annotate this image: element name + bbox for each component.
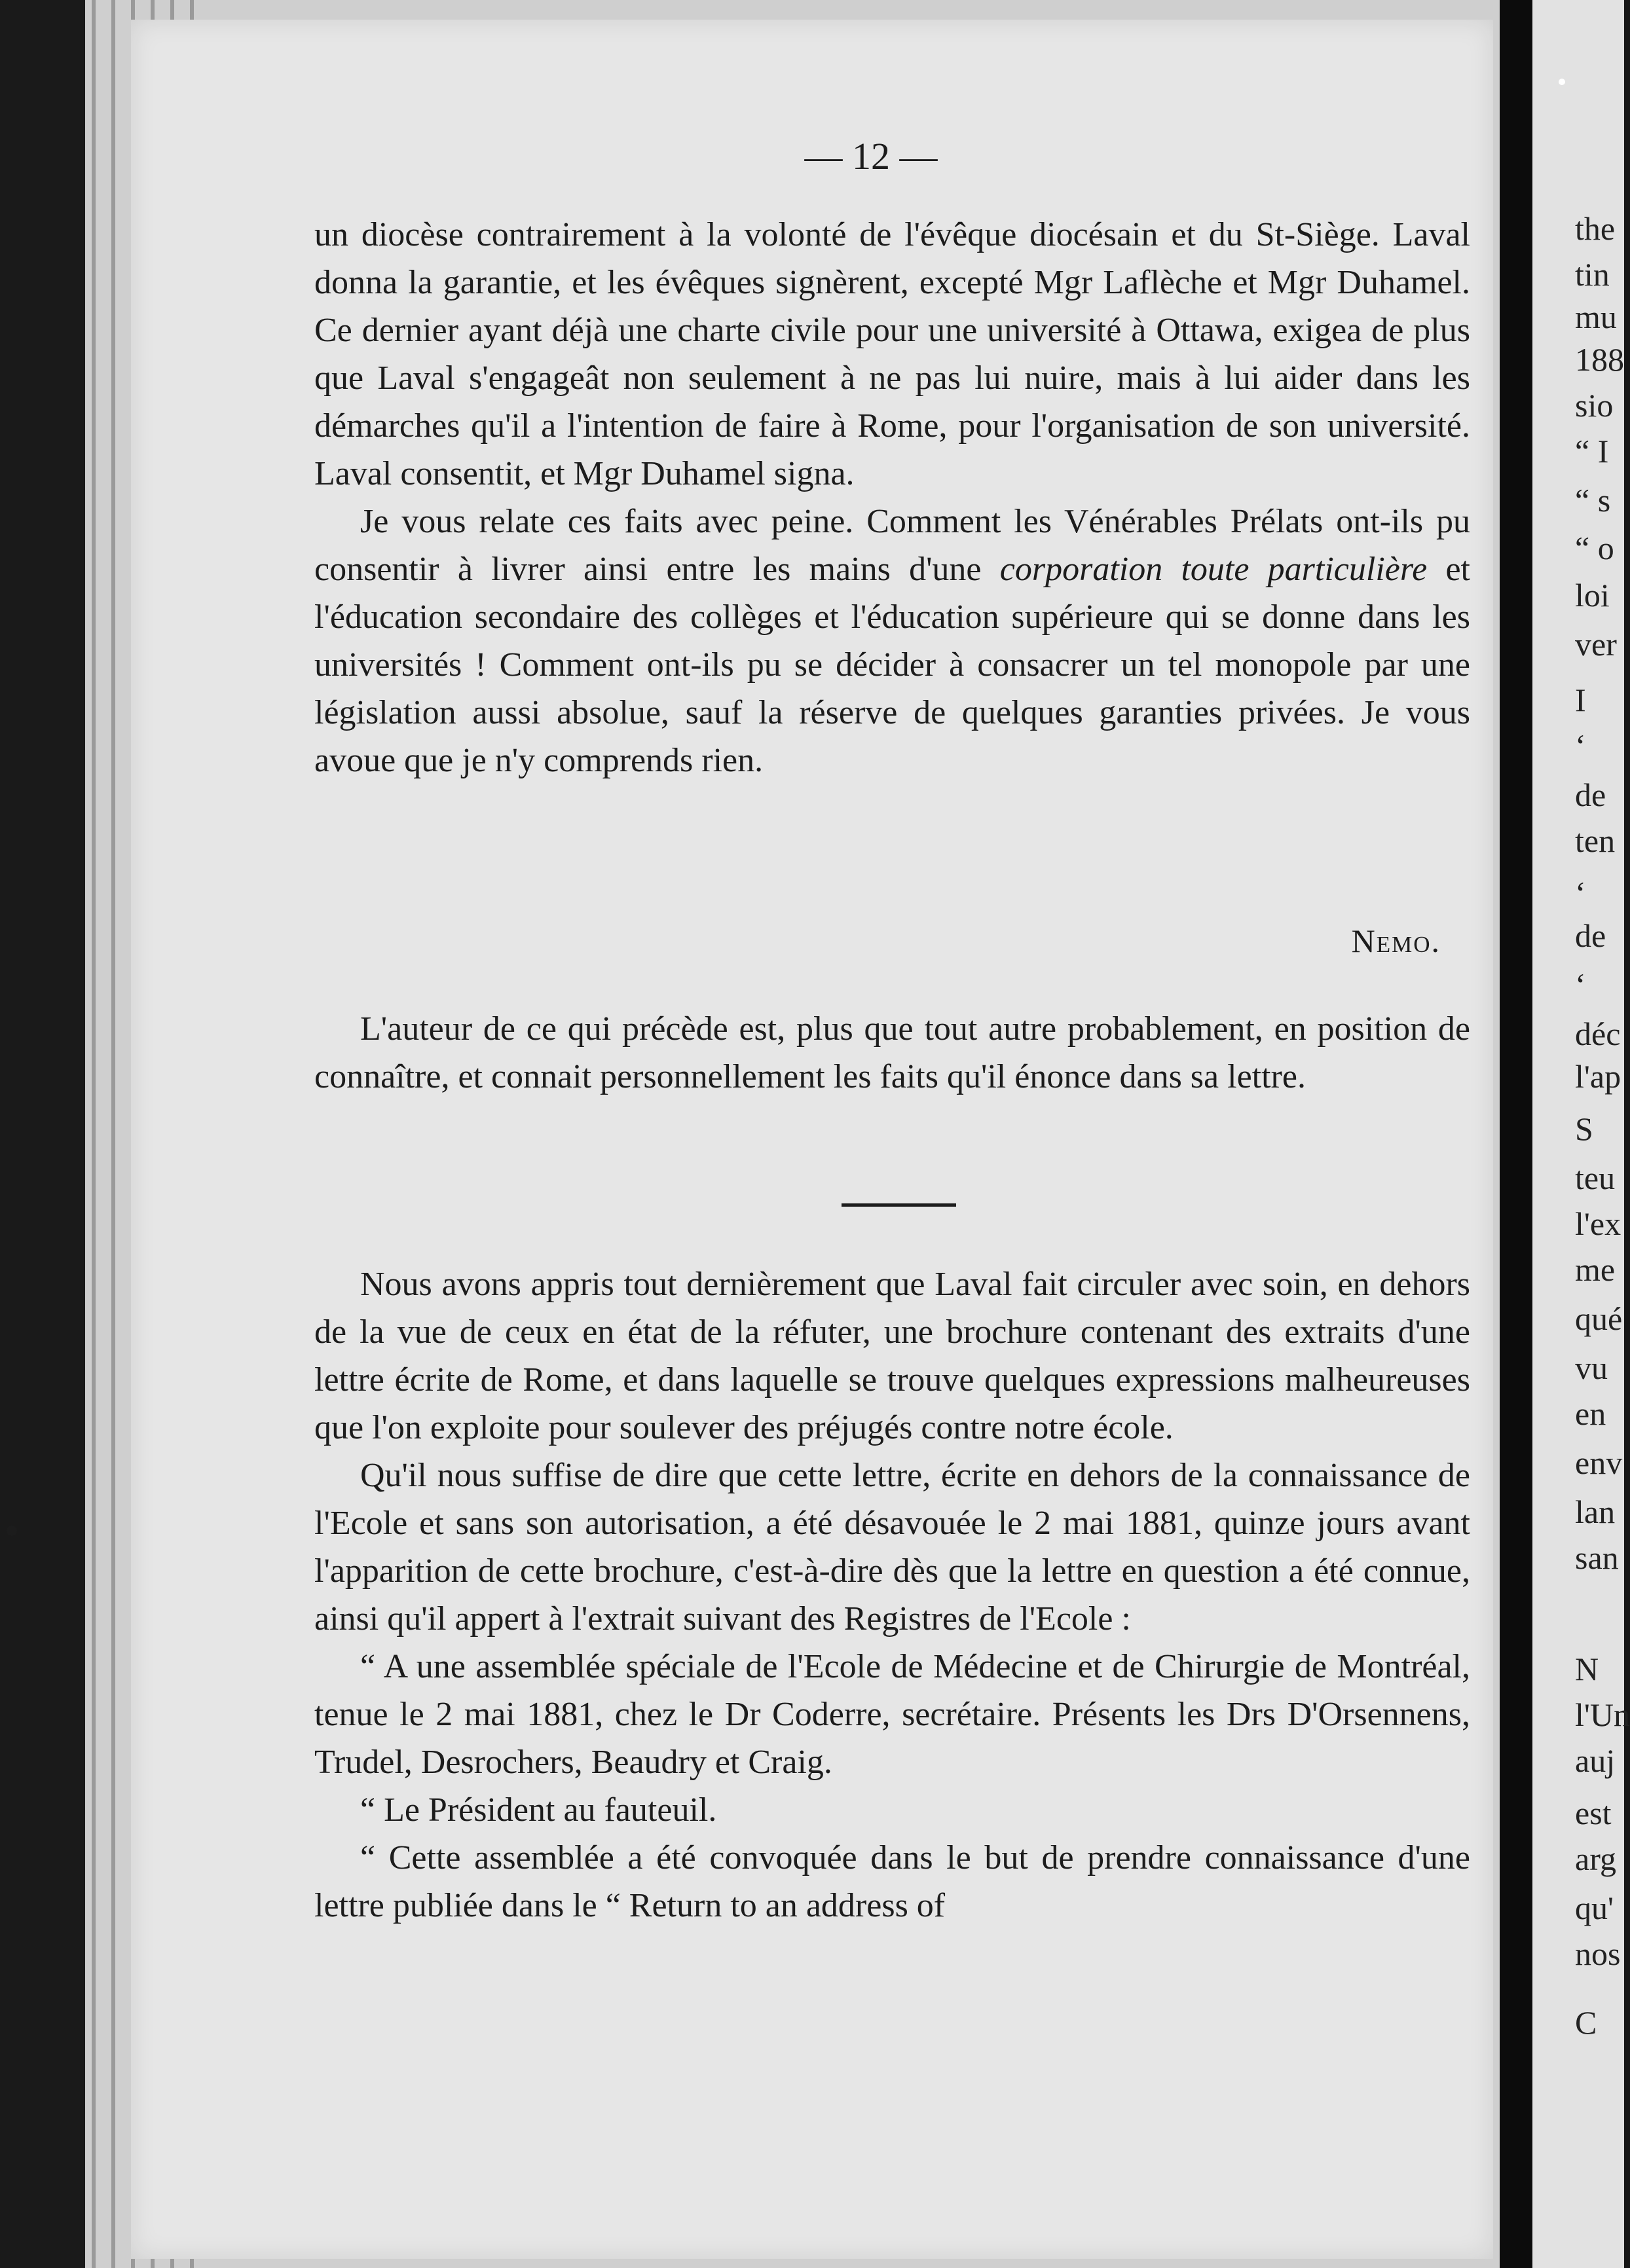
facing-page-fragment: auj — [1575, 1742, 1616, 1779]
facing-page-fragment: sio — [1575, 387, 1614, 424]
facing-page-fragment: me — [1575, 1251, 1616, 1288]
page-number: — 12 — — [804, 135, 938, 177]
italic-phrase: corporation toute particulière — [999, 551, 1428, 588]
facing-page-fragment: ‘ — [1575, 966, 1586, 1003]
facing-page-fragment: qu' — [1575, 1890, 1614, 1926]
facing-page-fragment: est — [1575, 1795, 1612, 1831]
quoted-paragraph: “ Le Président au fauteuil. — [360, 1791, 717, 1829]
facing-page-fragment: “ o — [1575, 530, 1614, 566]
facing-page-fragment: ‘ — [1575, 727, 1586, 764]
facing-page-fragment: vu — [1575, 1349, 1608, 1386]
facing-page-fragment: en — [1575, 1395, 1606, 1432]
facing-page-fragment: S — [1575, 1110, 1593, 1147]
nemo-letter — [314, 211, 1470, 784]
paragraph: L'auteur de ce qui précède est, plus que tout autre probablement, en position de connaître, et connait personnellement les faits qu'il énonce dans sa lettre. — [314, 1010, 1470, 1095]
facing-page-fragment: l'ap — [1575, 1058, 1621, 1095]
facing-page-fragment: l'Un — [1575, 1696, 1630, 1733]
facing-page-fragment: tin — [1575, 256, 1610, 293]
facing-page-fragment: nos — [1575, 1935, 1621, 1972]
signature-nemo: Nemo. — [1351, 923, 1441, 959]
facing-page-fragment: the — [1575, 210, 1616, 247]
section-divider — [842, 1203, 956, 1207]
facing-page-fragment: arg — [1575, 1840, 1616, 1877]
facing-page-fragment: loi — [1575, 577, 1610, 613]
scan-speck — [7, 1526, 17, 1536]
scan-speck — [1559, 79, 1565, 85]
paragraph: Nous avons appris tout dernièrement que Laval fait circuler avec soin, en dehors de la vue de ceux en état de la réfuter, une brochure contenant des extraits d'une lettre écrite de Rome, et dans laquelle se trouve quelques expressions malheureuses que l'on exploite pour soulever des préjugés contre notre école. — [314, 1266, 1470, 1446]
text-span: Je vous relate ces faits avec peine. Comment les Vénérables Prélats ont-ils pu consentir à livrer ainsi entre les mains d'une — [314, 503, 1470, 588]
paragraph — [314, 498, 1470, 784]
facing-page-fragment: 188 — [1575, 341, 1624, 378]
page-edge — [111, 0, 115, 2268]
facing-page-fragment: I — [1575, 682, 1586, 718]
facing-page-fragment: “ s — [1575, 482, 1611, 519]
facing-page-fragment: env — [1575, 1444, 1623, 1481]
facing-page-fragment: déc — [1575, 1015, 1621, 1052]
facing-page-fragment: l'ex — [1575, 1205, 1621, 1242]
facing-page-fragment: C — [1575, 2004, 1597, 2041]
facing-page-fragment: N — [1575, 1651, 1599, 1687]
facing-page-fragment: qué — [1575, 1300, 1623, 1337]
paragraph: Qu'il nous suffise de dire que cette lettre, écrite en dehors de la connaissance de l'Ecole et sans son autorisation, a été désavouée le 2 mai 1881, quinze jours avant l'apparition de cette brochure, c'est-à-dire dès que la lettre en question a été connue, ainsi qu'il appert à l'extrait suivant des Registres de l'Ecole : — [314, 1457, 1470, 1637]
paragraph: un diocèse contrairement à la volonté de l'évêque diocésain et du St-Siège. Laval donna la garantie, et les évêques signèrent, excepté Mgr Laflèche et Mgr Duhamel. Ce dernier ayant déjà une charte civile pour une université à Ottawa, exigea de plus que Laval s'engageât non seulement à ne pas lui nuire, mais à lui aider dans les démarches qu'il a l'intention de faire à Rome, pour l'organisation de son université. Laval consentit, et Mgr Duhamel signa. — [314, 216, 1470, 492]
editor-note — [314, 1005, 1470, 1101]
text-span: et l'éducation secondaire des collèges et l'éducation supérieure qui se donne dans les universités ! Comment ont-ils pu se décider à consacrer un tel monopole par une législation aussi absolue, sauf la réserve de quelques garanties privées. Je vous avoue que je n'y comprends rien. — [314, 551, 1470, 779]
book-gutter — [1500, 0, 1532, 2268]
facing-page-fragment: de — [1575, 917, 1606, 954]
facing-page-fragment: “ I — [1575, 433, 1609, 469]
facing-page — [1532, 0, 1630, 2268]
facing-page-fragment: ‘ — [1575, 875, 1586, 911]
facing-page-fragment: san — [1575, 1539, 1619, 1576]
section-two — [314, 1260, 1470, 1930]
facing-page-fragment: mu — [1575, 299, 1617, 335]
quoted-paragraph: “ Cette assemblée a été convoquée dans le but de prendre connaissance d'une lettre publiée dans le “ Return to an address of — [314, 1839, 1470, 1924]
facing-page-fragment: teu — [1575, 1160, 1616, 1196]
facing-page-fragment: de — [1575, 777, 1606, 813]
quoted-paragraph: “ A une assemblée spéciale de l'Ecole de Médecine et de Chirurgie de Montréal, tenue le 2 mai 1881, chez le Dr Coderre, secrétaire. Présents les Drs D'Orsennens, Trudel, Desrochers, Beaudry et Craig. — [314, 1648, 1470, 1781]
facing-page-fragment: ver — [1575, 626, 1617, 663]
page-edge — [92, 0, 96, 2268]
facing-page-fragment: lan — [1575, 1493, 1616, 1530]
facing-page-fragment: ten — [1575, 822, 1616, 859]
